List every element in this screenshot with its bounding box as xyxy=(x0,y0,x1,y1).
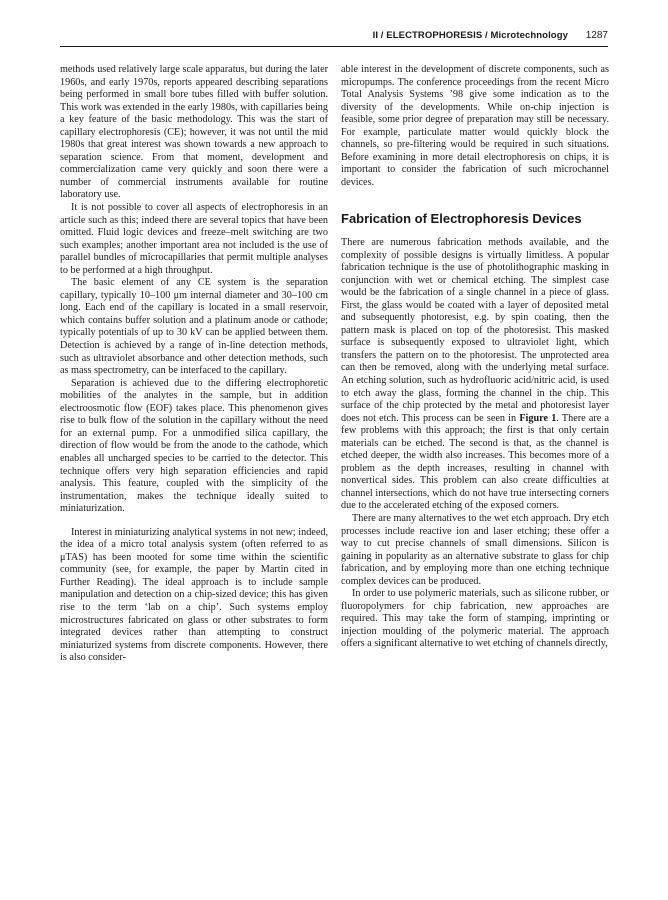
section-title: II / ELECTROPHORESIS / Microtechnology xyxy=(372,30,568,41)
page-number: 1287 xyxy=(585,30,608,41)
section-heading: Fabrication of Electrophoresis Devices xyxy=(341,211,582,227)
right-column xyxy=(341,64,609,651)
paragraph-text: There are numerous fabrication methods available, and the complexity of possible designs is virtually limitless. A popular fabrication technique is the use of photolithographic masking in conjunction with wet or chemical etching. The simplest case would be the fabrication of a single channel in a piece of glass. First, the glass would be coated with a layer of deposited metal and subsequently photoresist, e.g. by spin coating, then the pattern mask is placed on top of the photoresist. This masked surface is subsequently exposed to ultraviolet light, which transfers the pattern on to the photoresist. The unprotected area can then be removed, along with the underlying metal surface. An etching solution, such as hydrofluoric acid/nitric acid, is used to etch away the glass, forming the channel in the chip. This surface of the chip protected by the metal and photoresist layer does not etch. This process can be seen in xyxy=(341,236,609,424)
paragraph: able interest in the development of discrete components, such as micropumps. The conference proceedings from the recent Micro Total Analysis Systems ’98 give some indication as to the diversity of the developments. While on-chip injection is feasible, some prior degree of preparation may still be necessary. For example, particulate matter would quickly block the channels, so pre-filtering would be required in such situations. Before examining in more detail electrophoresis on chips, it is important to consider the fabrication of such microchannel devices. xyxy=(341,64,609,188)
paragraph: methods used relatively large scale apparatus, but during the later 1960s, and early 1970s, reports appeared describing separations being performed in small bore tubes filled with buffer solution. This work was extended in the early 1980s, with capillaries being a key feature of the basic methodology. This was the start of capillary electrophoresis (CE); however, it was not until the mid 1980s that great interest was shown towards a new approach to separation science. From that moment, development and commercialization came very quickly and soon there were a number of commercial instruments available for routine laboratory use. xyxy=(60,64,328,201)
paragraph: There are many alternatives to the wet etch approach. Dry etch processes include reactive ion and laser etching; these offer a way to cut precise channels of small dimensions. Silicon is gaining in popularity as an alternative substrate to glass for chip fabrication, and by employing more than one etching technique complex devices can be produced. xyxy=(341,513,609,587)
paragraph: The basic element of any CE system is the separation capillary, typically 10–100 μm internal diameter and 30–100 cm long. Each end of the capillary is located in a small reservoir, which contains buffer solution and a platinum anode or cathode; typically potentials of up to 30 kV can be applied between them. Detection is achieved by a range of in-line detection methods, such as ultraviolet absorbance and other detection methods, such as mass spectrometry, can be interfaced to the capillary. xyxy=(60,277,328,377)
paragraph: In order to use polymeric materials, such as silicone rubber, or fluoropolymers for chip fabrication, new approaches are required. This may take the form of stamping, imprinting or injection moulding of the polymeric material. The approach offers a significant alternative to wet etching of channels directly, xyxy=(341,588,609,650)
paragraph xyxy=(341,237,609,513)
paragraph: Interest in miniaturizing analytical systems in not new; indeed, the idea of a micro total analysis system (often referred to as μTAS) has been mooted for some time within the scientific community (see, for example, the paper by Martin cited in Further Reading). The ideal approach is to include sample manipulation and detection on a chip-sized device; this has given rise to the term ‘lab on a chip’. Such systems employ microstructures fabricated on glass or other substrates to form integrated devices rather than attempting to construct miniaturized systems from discrete components. However, there is also consider- xyxy=(60,526,328,664)
running-header xyxy=(60,30,608,46)
paragraph: It is not possible to cover all aspects of electrophoresis in an article such as this; indeed there are several topics that have been omitted. Fluid logic devices and freeze–melt switching are two such examples; another important area not included is the use of parallel bundles of microcapillaries that permit multiple analyses to be performed at a high throughput. xyxy=(60,202,328,276)
paragraph: Separation is achieved due to the differing electrophoretic mobilities of the analytes in the sample, but in addition electroosmotic flow (EOF) takes place. This phenomenon gives rise to bulk flow of the solution in the capillary without the need for an external pump. For a unmodified silica capillary, the direction of flow would be from the anode to the cathode, which enables all uncharged species to be carried to the detector. This technique offers very high separation efficiencies and rapid analysis. This feature, coupled with the simplicity of the instrumentation, makes the technique ideally suited to miniaturization. xyxy=(60,377,328,515)
figure-reference-link[interactable]: Figure 1 xyxy=(519,412,557,424)
paragraph-text: . There are a few problems with this approach; the first is that only certain materials can be etched. The second is that, as the channel is etched deeper, the width also increases. This becomes more of a problem as the depth increases, resulting in channel with nonvertical sides. This problem can also create difficulties at channel intersections, which do not have true intersecting corners due to the accelerated etching of the exposed corners. xyxy=(341,412,610,512)
left-column xyxy=(60,64,328,665)
header-rule xyxy=(60,46,608,47)
